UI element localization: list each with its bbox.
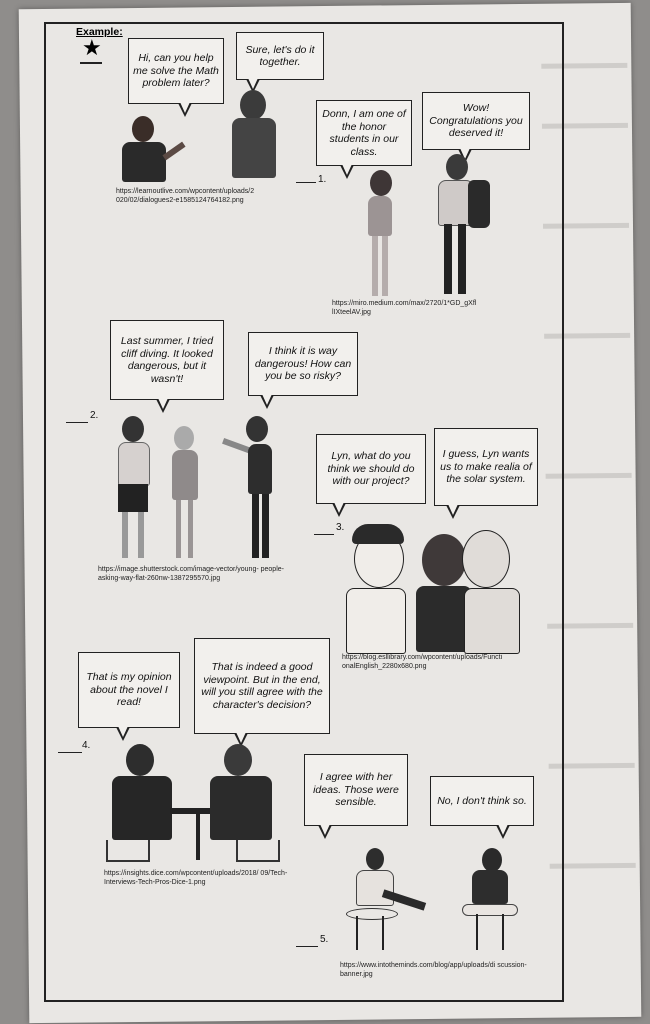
answer-blank[interactable] bbox=[58, 752, 82, 753]
image-source-link[interactable]: https://blog.esllibrary.com/wpcontent/uploads/Functi onalEnglish_2280x680.png bbox=[342, 654, 503, 670]
speech-bubble: Lyn, what do you think we should do with our project? bbox=[316, 434, 426, 504]
item-number: 3. bbox=[336, 522, 345, 533]
image-source-link[interactable]: https://www.intotheminds.com/blog/app/uploads/di scussion-banner.jpg bbox=[340, 962, 527, 978]
speech-bubble: Sure, let's do it together. bbox=[236, 32, 324, 80]
speech-bubble: Donn, I am one of the honor students in our class. bbox=[316, 100, 412, 166]
answer-blank[interactable] bbox=[66, 422, 88, 423]
bubble-tail bbox=[496, 825, 510, 839]
bubble-tail bbox=[446, 505, 460, 519]
girl-figure bbox=[166, 424, 206, 564]
bubble-tail bbox=[318, 825, 332, 839]
underline-mark bbox=[80, 62, 102, 64]
star-icon: ★ bbox=[82, 35, 102, 60]
speech-bubble: I agree with her ideas. Those were sensible. bbox=[304, 754, 408, 826]
comic-frame bbox=[44, 22, 564, 1002]
image-source-link[interactable]: https://insights.dice.com/wpcontent/uploads/2018/ 09/Tech-Interviews-Tech-Pros-Dice-1.png bbox=[104, 870, 288, 886]
item-number: 1. bbox=[318, 174, 327, 185]
speech-bubble: No, I don't think so. bbox=[430, 776, 534, 826]
answer-blank[interactable] bbox=[296, 182, 316, 183]
item-number: 4. bbox=[82, 740, 91, 751]
item-number: 2. bbox=[90, 410, 99, 421]
boy-with-backpack-figure bbox=[434, 152, 494, 300]
answer-blank[interactable] bbox=[314, 534, 334, 535]
speech-bubble: I guess, Lyn wants us to make realia of the solar system. bbox=[434, 428, 538, 506]
image-source-link[interactable]: https://miro.medium.com/max/2720/1*GD_gXfl lIXteelAV.jpg bbox=[332, 300, 477, 316]
bubble-tail bbox=[340, 165, 354, 179]
speech-bubble: That is indeed a good viewpoint. But in the end, will you still agree with the character's decision? bbox=[194, 638, 330, 734]
image-source-link[interactable]: https://learnoutlive.com/wpcontent/uploads/2 020/02/dialogues2-e1585124764182.png bbox=[116, 188, 255, 204]
bubble-tail bbox=[260, 395, 274, 409]
example-label: Example: bbox=[76, 26, 123, 38]
discussion-figure bbox=[342, 844, 542, 952]
students-group-figure bbox=[346, 522, 526, 652]
speech-bubble: Wow! Congratulations you deserved it! bbox=[422, 92, 530, 150]
image-source-link[interactable]: https://image.shutterstock.com/image-vector/young- people-asking-way-flat-260nw-1387295570.jpg bbox=[98, 566, 284, 582]
speaker-figure bbox=[116, 108, 206, 188]
speech-bubble: That is my opinion about the novel I read! bbox=[78, 652, 180, 728]
bubble-tail bbox=[332, 503, 346, 517]
answer-blank[interactable] bbox=[296, 946, 318, 947]
man-with-cap-figure bbox=[222, 414, 282, 564]
listener-figure bbox=[226, 88, 296, 184]
item-number: 5. bbox=[320, 934, 329, 945]
boy-figure bbox=[108, 414, 160, 564]
speech-bubble: Hi, can you help me solve the Math problem later? bbox=[128, 38, 224, 104]
girl-figure bbox=[360, 168, 406, 300]
interview-figure bbox=[106, 742, 286, 866]
bubble-tail bbox=[156, 399, 170, 413]
bubble-tail bbox=[116, 727, 130, 741]
speech-bubble: I think it is way dangerous! How can you be so risky? bbox=[248, 332, 358, 396]
speech-bubble: Last summer, I tried cliff diving. It looked dangerous, but it wasn't! bbox=[110, 320, 224, 400]
